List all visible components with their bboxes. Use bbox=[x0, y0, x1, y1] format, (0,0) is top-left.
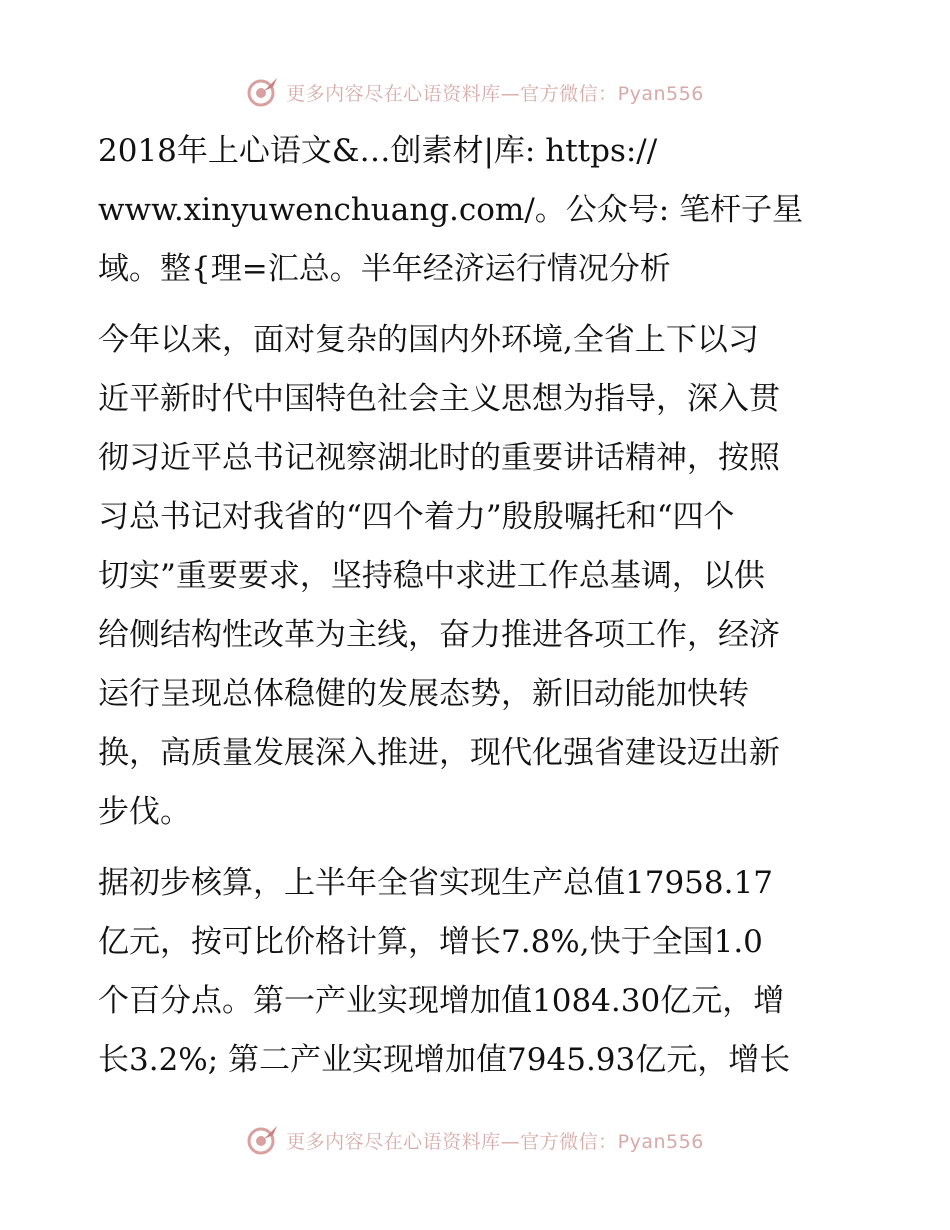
text-line: 习总书记对我省的“四个着力”殷殷嘱托和“四个 bbox=[98, 499, 735, 535]
text-line: 个百分点。第一产业实现增加值1084.30亿元，增 bbox=[98, 983, 785, 1019]
text-line: 换，高质量发展深入推进，现代化强省建设迈出新 bbox=[98, 735, 780, 771]
text-line: 据初步核算，上半年全省实现生产总值17958.17 bbox=[98, 865, 773, 901]
text-line: 域。整{理=汇总。半年经济运行情况分析 bbox=[98, 251, 671, 287]
text-line: 步伐。 bbox=[98, 794, 191, 830]
text-line: 运行呈现总体稳健的发展态势，新旧动能加快转 bbox=[98, 676, 749, 712]
text-line: 2018年上心语文&…创素材|库: https:// bbox=[98, 133, 658, 169]
text-line: 近平新时代中国特色社会主义思想为指导，深入贯 bbox=[98, 381, 780, 417]
quill-logo-icon bbox=[246, 1123, 280, 1157]
text-line: 彻习近平总书记视察湖北时的重要讲话精神，按照 bbox=[98, 440, 780, 476]
quill-logo-icon bbox=[246, 75, 280, 109]
paragraph-2 bbox=[98, 854, 850, 1090]
text-line: 今年以来，面对复杂的国内外环境,全省上下以习 bbox=[98, 322, 759, 358]
text-line: 长3.2%; 第二产业实现增加值7945.93亿元，增长 bbox=[98, 1042, 791, 1078]
text-line: 亿元，按可比价格计算，增长7.8%,快于全国1.0 bbox=[98, 924, 763, 960]
text-line: 给侧结构性改革为主线，奋力推进各项工作，经济 bbox=[98, 617, 780, 653]
watermark-text: 更多内容尽在心语资料库—官方微信：Pyan556 bbox=[286, 1130, 704, 1153]
watermark-banner-top bbox=[0, 72, 950, 112]
paragraph-1 bbox=[98, 311, 850, 842]
text-line: 切实”重要要求，坚持稳中求进工作总基调，以供 bbox=[98, 558, 765, 594]
watermark-text: 更多内容尽在心语资料库—官方微信：Pyan556 bbox=[286, 82, 704, 105]
document-body bbox=[98, 122, 850, 1090]
watermark-banner-bottom bbox=[0, 1120, 950, 1160]
text-line: www.xinyuwenchuang.com/。公众号: 笔杆子星 bbox=[98, 192, 804, 228]
document-header bbox=[98, 122, 850, 299]
